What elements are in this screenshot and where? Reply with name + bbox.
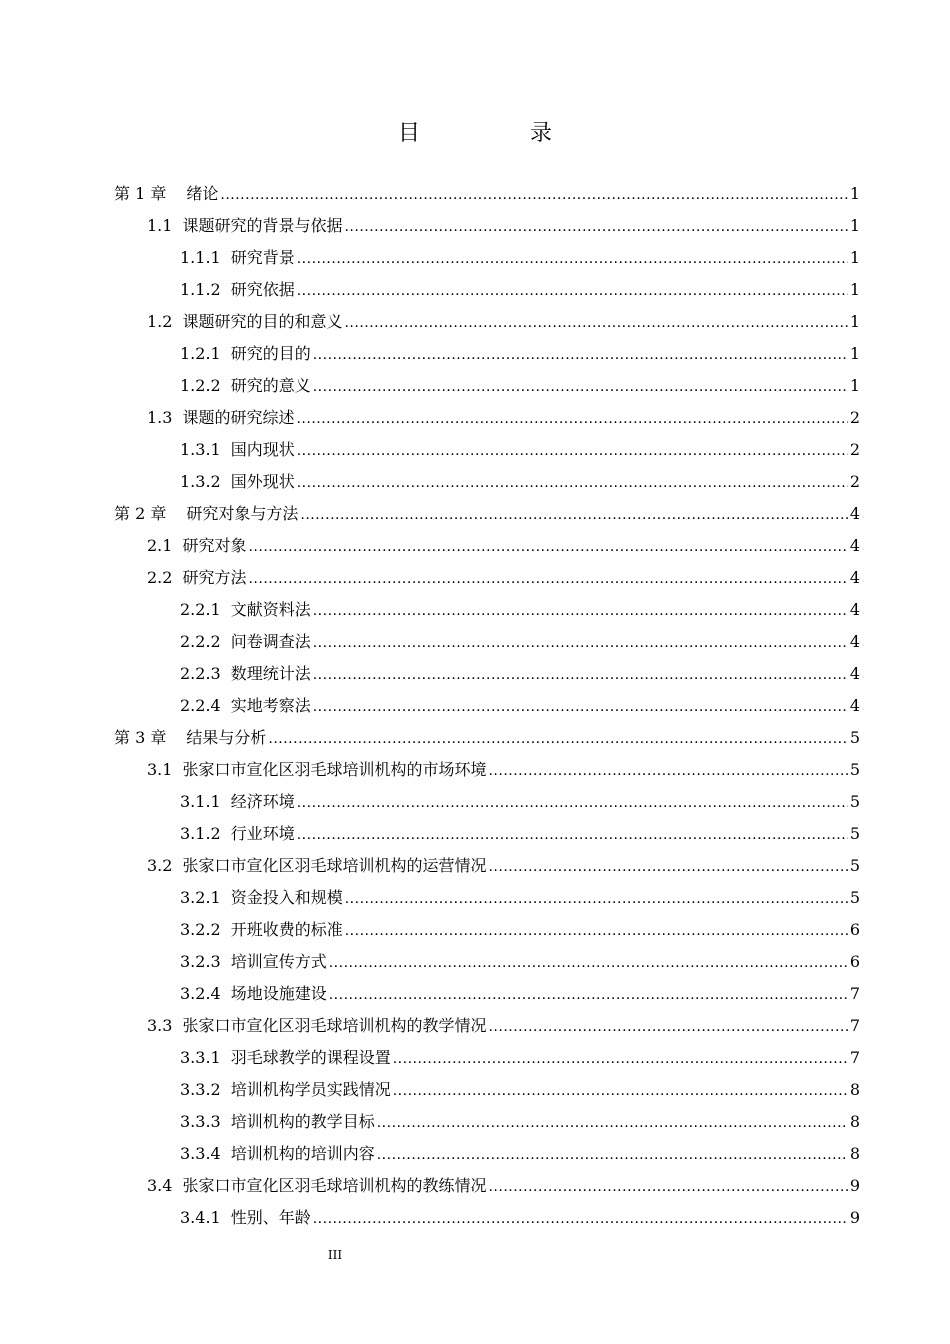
- toc-entry-number: 1.2.1: [180, 344, 221, 363]
- toc-entry-page: 9: [849, 1176, 860, 1195]
- toc-entry-title: 开班收费的标准: [230, 920, 343, 939]
- toc-entry-page: 4: [849, 504, 860, 523]
- toc-entry-page: 4: [849, 536, 860, 555]
- toc-entry-title: 张家口市宣化区羽毛球培训机构的教练情况: [182, 1176, 487, 1195]
- toc-entry-title: 国内现状: [230, 440, 295, 459]
- toc-entry-number: 1.1.1: [180, 248, 221, 267]
- toc-entry-page: 5: [849, 728, 860, 747]
- toc-entry-page: 7: [849, 1016, 860, 1035]
- toc-entry[interactable]: [180, 1202, 860, 1234]
- toc-entry-page: 4: [849, 632, 860, 651]
- toc-entry[interactable]: [180, 786, 860, 818]
- toc-dot-leader: [377, 1106, 848, 1139]
- toc-entry-title: 场地设施建设: [230, 984, 327, 1003]
- page-title: 目 录: [397, 121, 596, 146]
- toc-entry-number: 1.2.2: [180, 376, 221, 395]
- toc-entry[interactable]: [180, 690, 860, 722]
- toc-entry-number: 2.2.2: [180, 632, 221, 651]
- toc-entry-page: 1: [849, 312, 860, 331]
- toc-entry-title: 文献资料法: [230, 600, 311, 619]
- toc-dot-leader: [313, 658, 848, 691]
- toc-dot-leader: [313, 594, 848, 627]
- toc-entry-title: 培训机构的培训内容: [230, 1144, 375, 1163]
- toc-entry-page: 1: [849, 248, 860, 267]
- toc-entry-page: 1: [849, 280, 860, 299]
- toc-dot-leader: [313, 690, 848, 723]
- toc-entry-title: 问卷调查法: [230, 632, 311, 651]
- toc-entry[interactable]: [180, 946, 860, 978]
- toc-entry-number: 3.3: [147, 1016, 173, 1035]
- toc-dot-leader: [377, 1138, 848, 1171]
- toc-dot-leader: [488, 1010, 847, 1043]
- toc-entry-page: 6: [849, 952, 860, 971]
- toc-entry-title: 培训宣传方式: [230, 952, 327, 971]
- toc-dot-leader: [297, 434, 848, 467]
- toc-dot-leader: [329, 946, 848, 979]
- toc-entry[interactable]: [147, 210, 860, 242]
- toc-dot-leader: [313, 370, 848, 403]
- toc-entry-title: 研究对象: [182, 536, 247, 555]
- toc-entry[interactable]: [147, 402, 860, 434]
- toc-entry-number: 1.3.1: [180, 440, 221, 459]
- toc-entry-page: 4: [849, 696, 860, 715]
- toc-dot-leader: [345, 914, 848, 947]
- toc-entry-page: 6: [849, 920, 860, 939]
- toc-dot-leader: [297, 242, 848, 275]
- toc-entry[interactable]: [147, 754, 860, 786]
- toc-dot-leader: [248, 562, 847, 595]
- toc-entry-title: 张家口市宣化区羽毛球培训机构的教学情况: [182, 1016, 487, 1035]
- toc-entry-page: 1: [849, 376, 860, 395]
- toc-entry-number: 1.3.2: [180, 472, 221, 491]
- toc-entry-number: 3.2.1: [180, 888, 221, 907]
- toc-entry[interactable]: [147, 1170, 860, 1202]
- toc-dot-leader: [296, 402, 847, 435]
- toc-entry[interactable]: [147, 850, 860, 882]
- toc-dot-leader: [488, 754, 847, 787]
- toc-entry-number: 2.2: [147, 568, 173, 587]
- toc-entry[interactable]: [114, 178, 860, 210]
- toc-entry-number: 2.2.3: [180, 664, 221, 683]
- toc-entry-page: 5: [849, 856, 860, 875]
- toc-entry-title: 行业环境: [230, 824, 295, 843]
- toc-dot-leader: [300, 498, 847, 531]
- toc-entry[interactable]: [180, 434, 860, 466]
- toc-entry-page: 9: [849, 1208, 860, 1227]
- toc-entry[interactable]: [180, 882, 860, 914]
- toc-entry-page: 1: [849, 216, 860, 235]
- toc-entry[interactable]: [180, 466, 860, 498]
- toc-entry-page: 2: [849, 408, 860, 427]
- toc-entry-page: 1: [849, 344, 860, 363]
- toc-dot-leader: [297, 274, 848, 307]
- toc-entry[interactable]: [180, 242, 860, 274]
- toc-entry-title: 培训机构的教学目标: [230, 1112, 375, 1131]
- toc-entry-page: 8: [849, 1080, 860, 1099]
- toc-entry[interactable]: [180, 626, 860, 658]
- toc-entry-page: 5: [849, 888, 860, 907]
- toc-entry-title: 结果与分析: [186, 728, 267, 747]
- toc-entry-number: 1.1: [147, 216, 173, 235]
- toc-entry-title: 实地考察法: [230, 696, 311, 715]
- toc-entry-number: 3.3.3: [180, 1112, 221, 1131]
- toc-dot-leader: [344, 210, 847, 243]
- toc-dot-leader: [297, 466, 848, 499]
- toc-dot-leader: [393, 1042, 848, 1075]
- toc-entry-number: 2.1: [147, 536, 173, 555]
- toc-entry-title: 张家口市宣化区羽毛球培训机构的市场环境: [182, 760, 487, 779]
- toc-entry-title: 经济环境: [230, 792, 295, 811]
- toc-entry-number: 3.4: [147, 1176, 173, 1195]
- toc-entry-title: 资金投入和规模: [230, 888, 343, 907]
- toc-entry-number: 3.1.2: [180, 824, 221, 843]
- toc-entry[interactable]: [147, 530, 860, 562]
- toc-entry-title: 羽毛球教学的课程设置: [230, 1048, 391, 1067]
- toc-entry-number: 第 1 章: [114, 184, 167, 203]
- toc-dot-leader: [345, 882, 848, 915]
- toc-dot-leader: [297, 786, 848, 819]
- toc-dot-leader: [297, 818, 848, 851]
- toc-entry-page: 4: [849, 664, 860, 683]
- toc-entry[interactable]: [114, 722, 860, 754]
- toc-entry-number: 第 3 章: [114, 728, 167, 747]
- toc-entry[interactable]: [180, 338, 860, 370]
- toc-entry-page: 4: [849, 568, 860, 587]
- toc-entry[interactable]: [180, 370, 860, 402]
- toc-entry[interactable]: [180, 1074, 860, 1106]
- toc-entry-page: 5: [849, 760, 860, 779]
- toc-dot-leader: [248, 530, 847, 563]
- toc-entry-number: 3.4.1: [180, 1208, 221, 1227]
- toc-entry-number: 1.3: [147, 408, 173, 427]
- toc-entry-title: 课题研究的目的和意义: [182, 312, 343, 331]
- toc-entry-title: 研究对象与方法: [186, 504, 299, 523]
- toc-entry-title: 绪论: [186, 184, 219, 203]
- toc-entry-page: 5: [849, 792, 860, 811]
- toc-entry-title: 培训机构学员实践情况: [230, 1080, 391, 1099]
- toc-entry[interactable]: [147, 306, 860, 338]
- toc-entry-number: 3.2.3: [180, 952, 221, 971]
- toc-entry[interactable]: [147, 562, 860, 594]
- toc-entry[interactable]: [180, 1138, 860, 1170]
- toc-entry[interactable]: [180, 818, 860, 850]
- toc-entry-page: 5: [849, 824, 860, 843]
- toc-dot-leader: [313, 338, 848, 371]
- toc-entry-number: 3.1: [147, 760, 173, 779]
- toc-entry-number: 第 2 章: [114, 504, 167, 523]
- toc-entry-title: 数理统计法: [230, 664, 311, 683]
- toc-entry-number: 3.2: [147, 856, 173, 875]
- toc-entry-title: 性别、年龄: [230, 1208, 311, 1227]
- toc-entry-number: 3.3.2: [180, 1080, 221, 1099]
- toc-entry-page: 8: [849, 1144, 860, 1163]
- toc-dot-leader: [488, 1170, 847, 1203]
- toc-entry-title: 研究方法: [182, 568, 247, 587]
- toc-entry-page: 2: [849, 440, 860, 459]
- toc-entry-title: 张家口市宣化区羽毛球培训机构的运营情况: [182, 856, 487, 875]
- toc-entry[interactable]: [180, 978, 860, 1010]
- toc-entry[interactable]: [180, 1106, 860, 1138]
- toc-entry-title: 研究的意义: [230, 376, 311, 395]
- toc-dot-leader: [268, 722, 847, 755]
- toc-dot-leader: [393, 1074, 848, 1107]
- toc-entry-number: 3.1.1: [180, 792, 221, 811]
- toc-entry-page: 4: [849, 600, 860, 619]
- toc-entry-title: 课题研究的背景与依据: [182, 216, 343, 235]
- toc-entry-number: 3.2.4: [180, 984, 221, 1003]
- toc-entry-number: 2.2.4: [180, 696, 221, 715]
- toc-entry-page: 8: [849, 1112, 860, 1131]
- toc-entry-number: 3.2.2: [180, 920, 221, 939]
- toc-entry-page: 7: [849, 984, 860, 1003]
- toc-entry-title: 研究背景: [230, 248, 295, 267]
- toc-entry[interactable]: [147, 1010, 860, 1042]
- toc-entry-number: 3.3.4: [180, 1144, 221, 1163]
- toc-entry-page: 2: [849, 472, 860, 491]
- toc-dot-leader: [344, 306, 847, 339]
- toc-dot-leader: [313, 1202, 848, 1235]
- toc-entry-page: 1: [849, 184, 860, 203]
- toc-entry-number: 1.1.2: [180, 280, 221, 299]
- toc-entry[interactable]: [180, 594, 860, 626]
- toc-dot-leader: [313, 626, 848, 659]
- toc-entry[interactable]: [180, 658, 860, 690]
- toc-entry-title: 研究的目的: [230, 344, 311, 363]
- toc-entry-title: 课题的研究综述: [182, 408, 295, 427]
- toc-entry-number: 1.2: [147, 312, 173, 331]
- toc-entry[interactable]: [180, 914, 860, 946]
- toc-entry[interactable]: [180, 1042, 860, 1074]
- toc-entry-number: 2.2.1: [180, 600, 221, 619]
- toc-entry-title: 研究依据: [230, 280, 295, 299]
- toc-dot-leader: [329, 978, 848, 1011]
- toc-dot-leader: [220, 178, 847, 211]
- toc-entry[interactable]: [114, 498, 860, 530]
- page-number-footer: III: [327, 1248, 343, 1262]
- toc-entry-number: 3.3.1: [180, 1048, 221, 1067]
- toc-entry-title: 国外现状: [230, 472, 295, 491]
- toc-entry[interactable]: [180, 274, 860, 306]
- toc-dot-leader: [488, 850, 847, 883]
- toc-entry-page: 7: [849, 1048, 860, 1067]
